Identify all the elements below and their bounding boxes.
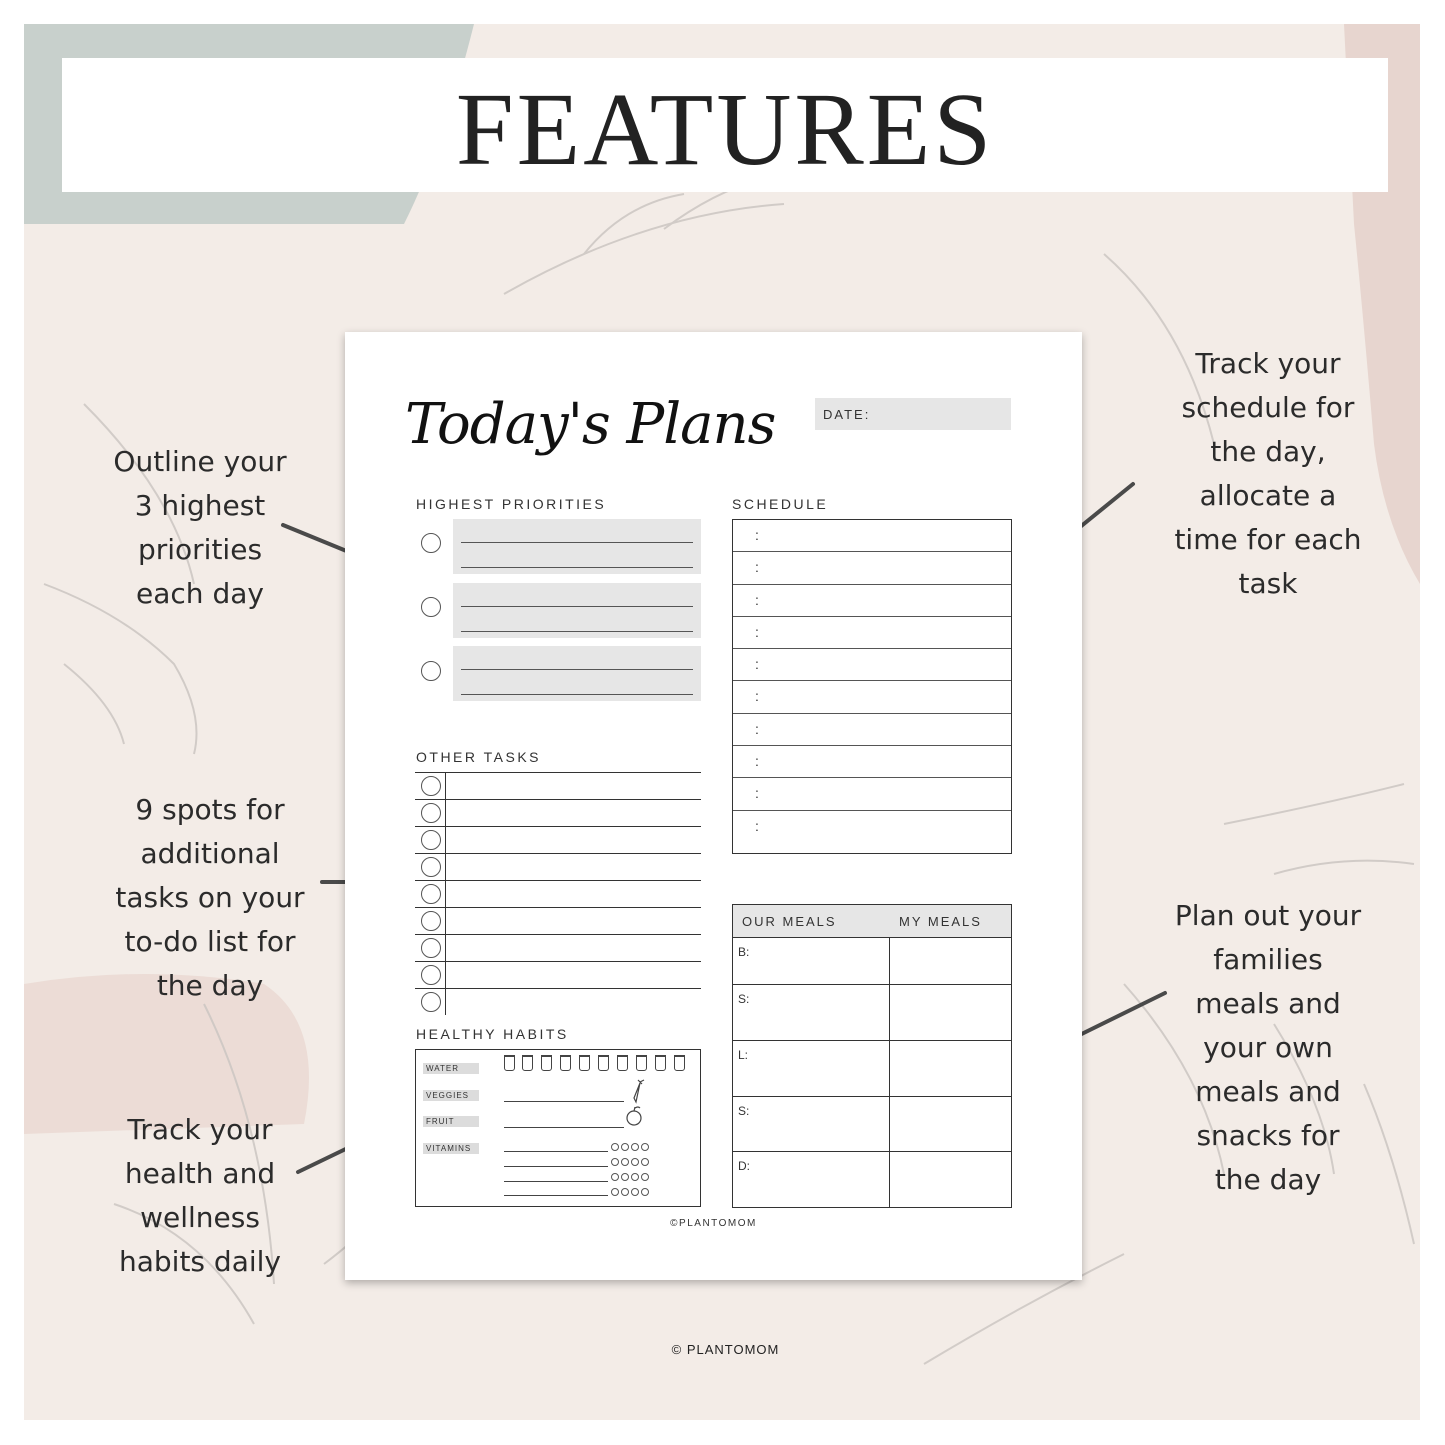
task-checkbox[interactable] bbox=[421, 857, 441, 877]
task-checkbox[interactable] bbox=[421, 776, 441, 796]
vitamin-dot[interactable] bbox=[621, 1188, 629, 1196]
callout-meals bbox=[1148, 894, 1388, 1202]
other-tasks-list bbox=[415, 772, 701, 1015]
task-checkbox[interactable] bbox=[421, 830, 441, 850]
callout-line: 9 spots for bbox=[135, 793, 285, 826]
schedule-label: SCHEDULE bbox=[732, 496, 829, 512]
callout-line: allocate a bbox=[1199, 479, 1337, 512]
task-row[interactable] bbox=[415, 799, 701, 826]
vitamin-dot[interactable] bbox=[641, 1188, 649, 1196]
meal-row[interactable]: S: bbox=[733, 984, 1011, 1041]
callout-line: the day bbox=[1214, 1163, 1322, 1196]
water-cup-icon[interactable] bbox=[655, 1055, 666, 1071]
callout-line: schedule for bbox=[1181, 391, 1355, 424]
planner-title: Today's Plans bbox=[405, 392, 776, 457]
other-tasks-label: OTHER TASKS bbox=[416, 749, 542, 765]
schedule-row[interactable]: : bbox=[755, 817, 759, 834]
vitamin-dot[interactable] bbox=[641, 1158, 649, 1166]
task-checkbox[interactable] bbox=[421, 911, 441, 931]
my-meals-label: MY MEALS bbox=[899, 914, 982, 929]
task-row[interactable] bbox=[415, 988, 701, 1015]
meals-header bbox=[733, 905, 1011, 937]
planner-sheet bbox=[345, 332, 1082, 1280]
priority-checkbox[interactable] bbox=[421, 597, 441, 617]
callout-line: the day, bbox=[1210, 435, 1326, 468]
task-row[interactable] bbox=[415, 961, 701, 988]
callout-line: Track your bbox=[1195, 347, 1341, 380]
schedule-table bbox=[732, 519, 1012, 854]
schedule-row[interactable]: : bbox=[733, 714, 1011, 746]
meals-table bbox=[732, 904, 1012, 1208]
water-cup-icon[interactable] bbox=[636, 1055, 647, 1071]
task-row[interactable] bbox=[415, 826, 701, 853]
task-checkbox[interactable] bbox=[421, 992, 441, 1012]
callout-line: habits daily bbox=[119, 1245, 281, 1278]
vitamin-dot[interactable] bbox=[621, 1143, 629, 1151]
meal-row[interactable]: B: bbox=[733, 937, 1011, 985]
task-row[interactable] bbox=[415, 907, 701, 934]
vitamin-dot[interactable] bbox=[631, 1143, 639, 1151]
callout-line: families bbox=[1213, 943, 1323, 976]
priority-field[interactable] bbox=[453, 583, 701, 638]
priority-field[interactable] bbox=[453, 519, 701, 574]
callout-schedule bbox=[1148, 342, 1388, 606]
callout-line: the day bbox=[156, 969, 264, 1002]
vitamin-dot[interactable] bbox=[611, 1173, 619, 1181]
vitamin-dot[interactable] bbox=[621, 1173, 629, 1181]
callout-line: to-do list for bbox=[124, 925, 296, 958]
carrot-apple-icon bbox=[624, 1078, 648, 1128]
date-field[interactable] bbox=[815, 398, 1011, 430]
priority-checkbox[interactable] bbox=[421, 533, 441, 553]
banner-title: FEATURES bbox=[455, 71, 995, 187]
task-row[interactable] bbox=[415, 853, 701, 880]
priority-field[interactable] bbox=[453, 646, 701, 701]
water-cup-icon[interactable] bbox=[579, 1055, 590, 1071]
water-cup-icon[interactable] bbox=[504, 1055, 515, 1071]
callout-line: 3 highest bbox=[134, 489, 266, 522]
callout-habits bbox=[92, 1108, 308, 1284]
task-row[interactable] bbox=[415, 880, 701, 907]
features-banner bbox=[62, 58, 1388, 192]
vitamin-dot[interactable] bbox=[611, 1143, 619, 1151]
callout-line: wellness bbox=[140, 1201, 260, 1234]
schedule-row[interactable]: : bbox=[733, 746, 1011, 778]
task-row[interactable] bbox=[415, 772, 701, 799]
vitamin-dot[interactable] bbox=[641, 1143, 649, 1151]
meal-row[interactable]: D: bbox=[733, 1151, 1011, 1208]
water-cup-icon[interactable] bbox=[617, 1055, 628, 1071]
task-checkbox[interactable] bbox=[421, 938, 441, 958]
meal-row[interactable]: L: bbox=[733, 1040, 1011, 1097]
callout-line: time for each bbox=[1174, 523, 1362, 556]
vitamin-dot[interactable] bbox=[611, 1158, 619, 1166]
callout-line: Track your bbox=[127, 1113, 273, 1146]
schedule-row[interactable]: : bbox=[733, 681, 1011, 713]
callout-line: task bbox=[1238, 567, 1298, 600]
healthy-habits-label: HEALTHY HABITS bbox=[416, 1026, 569, 1042]
date-label: DATE: bbox=[823, 407, 871, 422]
water-cup-icon[interactable] bbox=[674, 1055, 685, 1071]
healthy-habits-box bbox=[415, 1049, 701, 1207]
vitamin-dot[interactable] bbox=[631, 1188, 639, 1196]
callout-priorities bbox=[92, 440, 308, 616]
planner-copyright: ©PLANTOMOM bbox=[670, 1218, 757, 1229]
callout-line: snacks for bbox=[1196, 1119, 1340, 1152]
schedule-row[interactable]: : bbox=[733, 585, 1011, 617]
vitamin-dot[interactable] bbox=[621, 1158, 629, 1166]
callout-line: each day bbox=[136, 577, 264, 610]
highest-priorities-label: HIGHEST PRIORITIES bbox=[416, 496, 607, 512]
callout-line: meals and bbox=[1195, 987, 1341, 1020]
habit-veggies-label: VEGGIES bbox=[423, 1090, 479, 1101]
water-cup-icon[interactable] bbox=[541, 1055, 552, 1071]
schedule-row[interactable]: : bbox=[733, 778, 1011, 810]
vitamin-dot[interactable] bbox=[641, 1173, 649, 1181]
vitamin-dot[interactable] bbox=[611, 1188, 619, 1196]
footer-copyright: © PLANTOMOM bbox=[671, 1342, 780, 1357]
schedule-row[interactable]: : bbox=[733, 649, 1011, 681]
water-cup-icon[interactable] bbox=[522, 1055, 533, 1071]
task-row[interactable] bbox=[415, 934, 701, 961]
meal-row[interactable]: S: bbox=[733, 1096, 1011, 1152]
callout-line: tasks on your bbox=[115, 881, 305, 914]
schedule-row[interactable]: : bbox=[733, 617, 1011, 649]
vitamin-dot[interactable] bbox=[631, 1173, 639, 1181]
callout-line: priorities bbox=[137, 533, 263, 566]
water-cup-icon[interactable] bbox=[560, 1055, 571, 1071]
habit-vitamins-label: VITAMINS bbox=[423, 1143, 479, 1154]
task-checkbox[interactable] bbox=[421, 803, 441, 823]
water-cup-icon[interactable] bbox=[598, 1055, 609, 1071]
callout-line: Outline your bbox=[113, 445, 287, 478]
habit-fruit-label: FRUIT bbox=[423, 1116, 479, 1127]
vitamin-dot[interactable] bbox=[631, 1158, 639, 1166]
task-checkbox[interactable] bbox=[421, 884, 441, 904]
schedule-row[interactable]: : bbox=[733, 520, 1011, 552]
habit-water-label: WATER bbox=[423, 1063, 479, 1074]
callout-tasks bbox=[92, 788, 328, 1008]
callout-line: additional bbox=[140, 837, 280, 870]
priority-checkbox[interactable] bbox=[421, 661, 441, 681]
schedule-row[interactable]: : bbox=[733, 552, 1011, 584]
task-checkbox[interactable] bbox=[421, 965, 441, 985]
our-meals-label: OUR MEALS bbox=[742, 914, 837, 929]
callout-line: Plan out your bbox=[1174, 899, 1362, 932]
callout-line: your own bbox=[1203, 1031, 1333, 1064]
callout-line: meals and bbox=[1195, 1075, 1341, 1108]
callout-line: health and bbox=[124, 1157, 276, 1190]
